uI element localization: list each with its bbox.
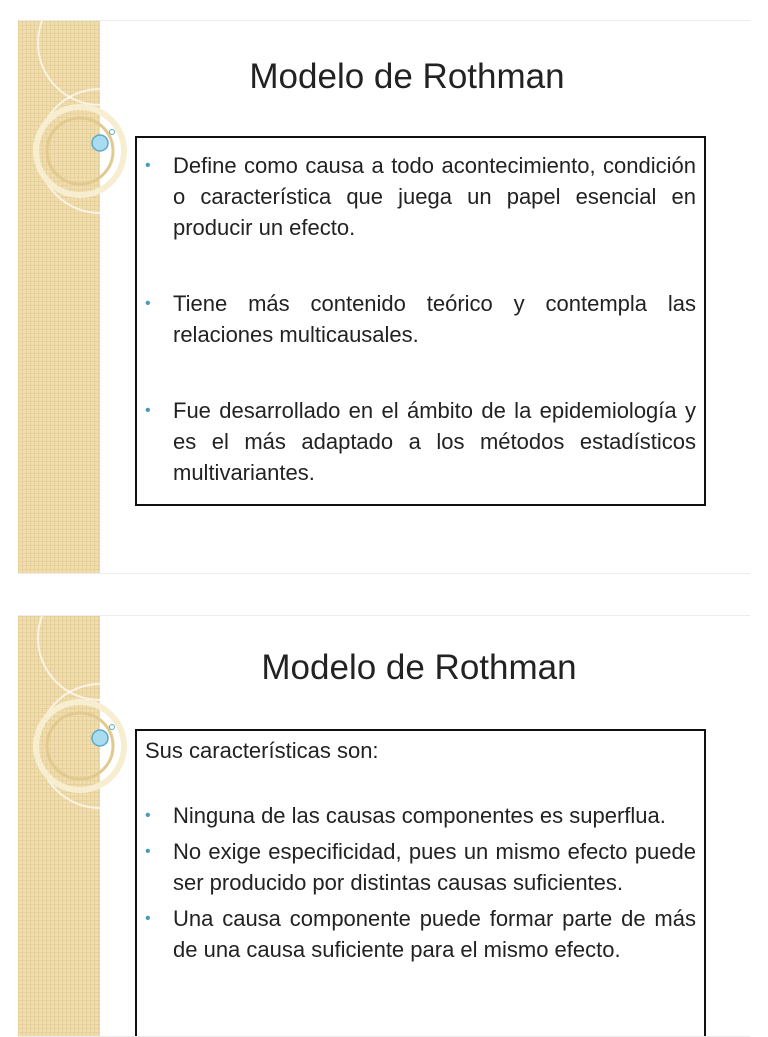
ring-decoration xyxy=(18,616,148,816)
bullet-list xyxy=(145,150,696,488)
ring-decoration xyxy=(18,21,148,221)
list-item xyxy=(145,836,696,898)
bullet-icon: • xyxy=(145,295,151,312)
list-item xyxy=(145,150,696,243)
bullet-text: Tiene más contenido teórico y contempla las relaciones multicausales. xyxy=(173,291,696,347)
list-item xyxy=(145,800,696,831)
bullet-text: Una causa componente puede formar parte de más de una causa suficiente para el mismo efecto. xyxy=(173,906,696,962)
bullet-text: Ninguna de las causas componentes es superflua. xyxy=(173,803,666,828)
intro-text: Sus características son: xyxy=(145,738,379,763)
bullet-icon: • xyxy=(145,157,151,174)
slide-title: Modelo de Rothman xyxy=(261,648,577,687)
slide-title: Modelo de Rothman xyxy=(249,57,565,96)
content-box xyxy=(135,729,706,1037)
bullet-text: Define como causa a todo acontecimiento, condición o característica que juega un papel esencial en producir un efecto. xyxy=(173,153,696,240)
content-box xyxy=(135,136,706,506)
bullet-icon: • xyxy=(145,807,151,824)
slide-1 xyxy=(18,20,750,574)
bullet-text: No exige especificidad, pues un mismo efecto puede ser producido por distintas causas suficientes. xyxy=(173,839,696,895)
list-item xyxy=(145,395,696,488)
list-item xyxy=(145,903,696,965)
bullet-icon: • xyxy=(145,910,151,927)
slide-2 xyxy=(18,615,750,1037)
bullet-icon: • xyxy=(145,402,151,419)
bullet-icon: • xyxy=(145,843,151,860)
bullet-list xyxy=(145,800,696,965)
bullet-text: Fue desarrollado en el ámbito de la epidemiología y es el más adaptado a los métodos estadísticos multivariantes. xyxy=(173,398,696,485)
list-item xyxy=(145,288,696,350)
